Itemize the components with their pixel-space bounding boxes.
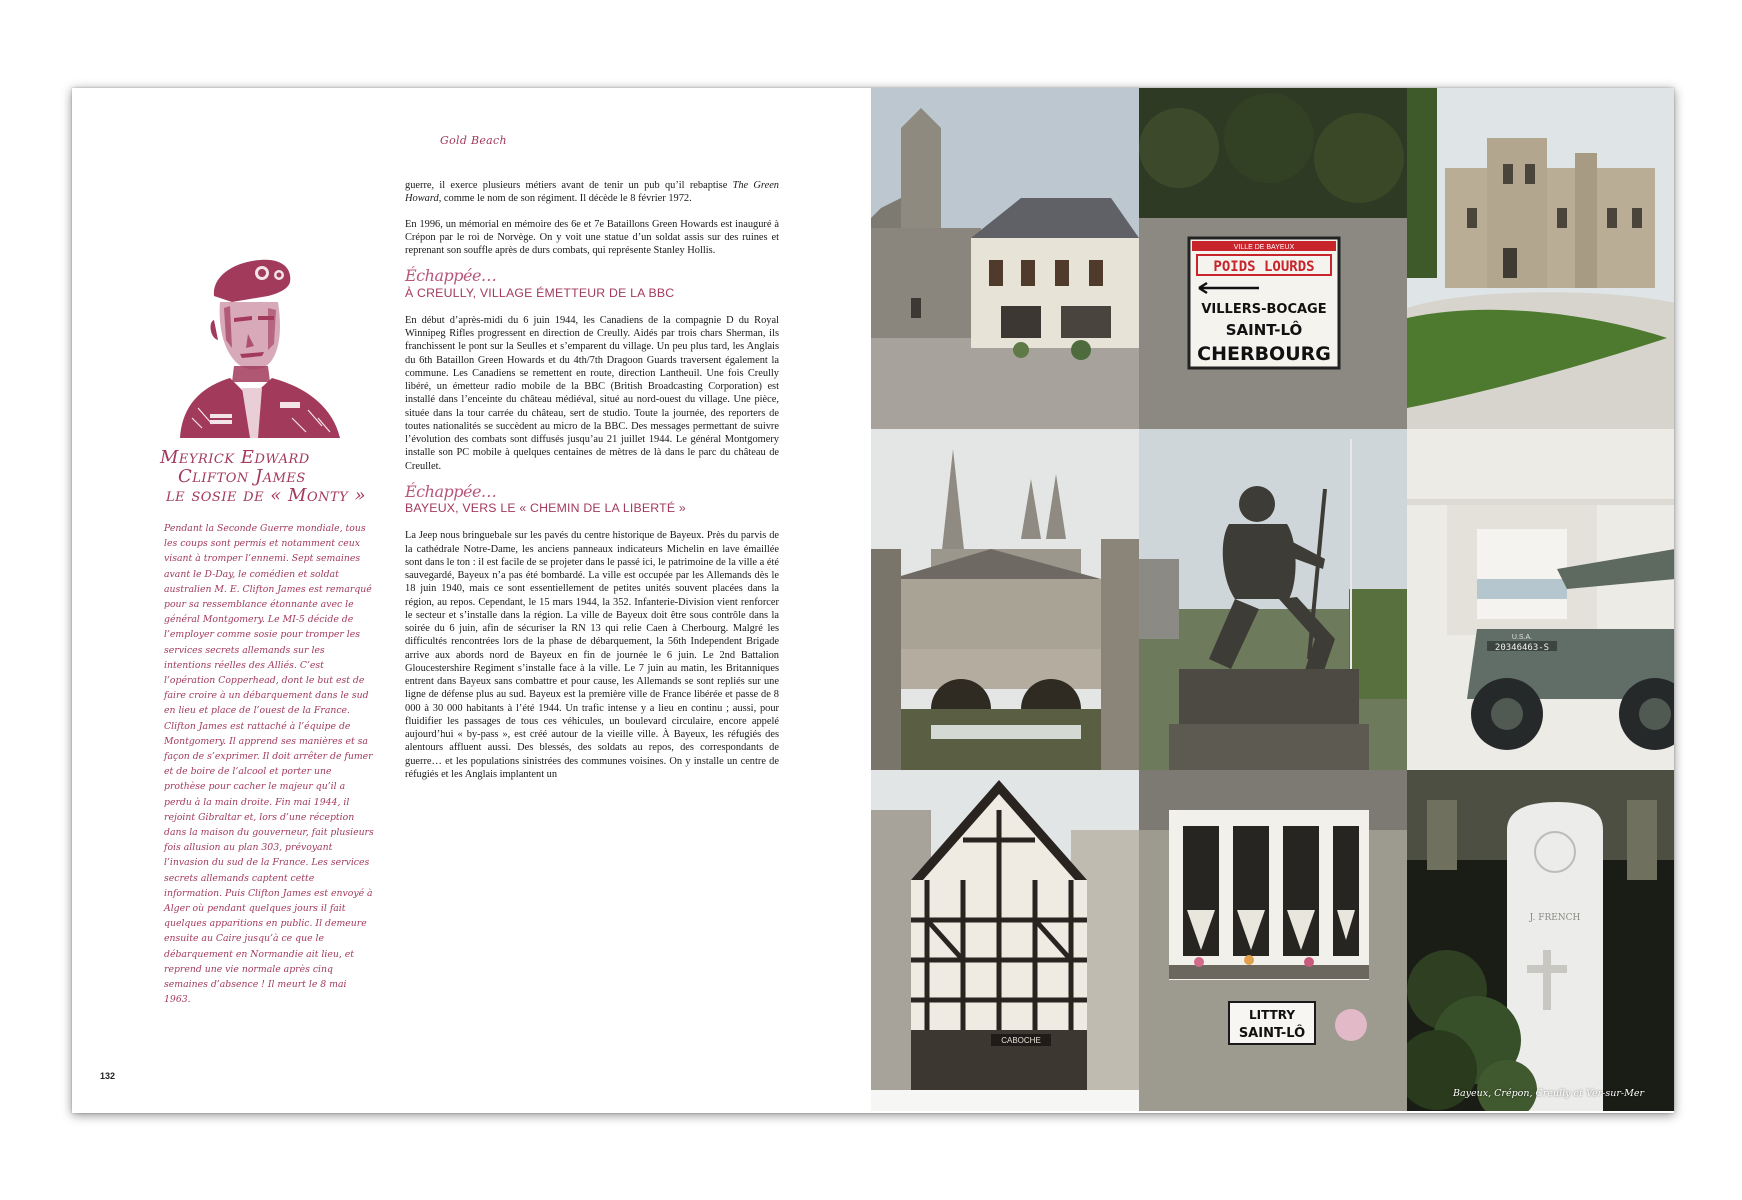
sidebar-title-line-1: Meyrick Edward [160,447,310,468]
photo-gravestone [1407,770,1674,1111]
sign2-line-1: LITTRY [1248,1008,1296,1022]
magazine-spread [72,88,1674,1113]
left-page [72,88,871,1113]
photo-timber-house [871,770,1139,1111]
sign-red-text: POIDS LOURDS [1213,259,1315,275]
section-body-creully: En début d’après-midi du 6 juin 1944, les Canadiens de la compagnie D du Royal Winnipeg Rifles progressent en direction de Creully. Aidés par trois chars Sherman, ils franchissent le pont sur la Seulles et s’emparent du village. Un peu plus tard, les Anglais du 6th Bataillon Green Howards et du 4th/7th Dragoon Guards traversent également la commune. Les Canadiens se remettent en route, direction Lantheuil. Une fois Creully libéré, un émetteur radio mobile de la BBC (British Broadcasting Corporation) est installé dans l’enceinte du château médiéval, situé au nord-ouest du village. Une pièce, située dans la tour carrée du château, sert de studio. Toute la journée, des reporters de toutes nationalités se succèdent au micro de la BBC. Des messages permettant de suivre l’évolution des combats sont diffusés jusqu’au 21 juillet 1944. Le général Montgomery installe son PC mobile à quelques centaines de mètres de là dans le parc du château de Creullet. [405,314,779,472]
jeep-plate: 20346463-S [1494,643,1550,653]
main-column [405,179,779,793]
sign-line-3: CHERBOURG [1197,343,1331,365]
paragraph-2: En 1996, un mémorial en mémoire des 6e et 7e Bataillons Green Howards est inauguré à Crépon par le roi de Norvège. On y voit une statue d’un soldat assis sur des ruines et reprenant son souffle après de durs combats, qui représente Stanley Hollis. [405,218,779,256]
escape-label-2: Échappée… [405,481,497,501]
paragraph-1 [405,179,779,206]
sign2-line-2: SAINT-LÔ [1238,1026,1306,1041]
section-body-bayeux: La Jeep nous bringuebale sur les pavés du centre historique de Bayeux. Près du parvis de la cathédrale Notre-Dame, les anciens panneaux indicateurs Michelin en lave émaillée sont dans le ton : il est facile de se projeter dans le passé ici, le patrimoine de la ville a été sauvegardé, Bayeux n’a pas été bombardé. La ville est occupée par les Allemands dès le 18 juin 1940, mais ce sont essentiellement de petites unités souvent placées dans la région, au repos. Cependant, le 15 mars 1944, la 352. Infanterie-Division vient renforcer le secteur et s’installe dans la région. La ville de Bayeux doit être sous contrôle dans la soirée du 6 juin, afin de sécuriser la RN 13 qui relie Caen à Cherbourg. Malgré les difficultés rencontrées lors de la phase de débarquement, la 56th Independent Brigade arrive aux abords nord de Bayeux en fin de journée le 6 juin. Le 2nd Battalion Gloucestershire Regiment s’installe face à la ville. Le 7 juin au matin, les Britanniques entrent dans Bayeux sans combattre et pour cause, les Allemands se sont repliés sur une ligne de défense plus au sud. Bayeux est la première ville de France libérée et passe de 8 000 à 30 000 habitants à l’été 1944. Un trafic intense y a lieu en continu ; aussi, pour fluidifier les passages de tous ces véhicules, un boulevard circulaire, encore appelé aujourd’hui « by-pass », est créé autour de la vieille ville. À Bayeux, les réfugiés des alentours affluent aussi. Des blessés, des soldats au repos, des correspondants de guerre… et les populations sinistrées des communes voisines. On y installe un centre de réfugiés et les Anglais implantent un [405,530,779,780]
sign-line-2: SAINT-LÔ [1225,321,1303,339]
sign-top-text: VILLE DE BAYEUX [1233,244,1295,251]
paragraph-1-text-a: guerre, il exerce plusieurs métiers avant de tenir un pub qu’il rebaptise [405,180,733,191]
photo-soldier-statue [1139,429,1407,770]
photo-caption: Bayeux, Crépon, Creully et Ver-sur-Mer [1452,1088,1644,1099]
photo-grid [871,88,1674,1113]
sidebar-title-line-3: le sosie de « Monty » [166,485,366,506]
shop-sign: CABOCHE [1001,1036,1041,1045]
photo-jeep [1407,429,1674,770]
escape-label-1: Échappée… [405,266,497,286]
paragraph-1-text-b: , comme le nom de son régiment. Il décède le 8 février 1972. [438,193,692,205]
portrait-illustration [172,248,347,443]
running-head: Gold Beach [440,134,507,147]
photo-church-village [871,88,1139,429]
photo-bayeux-cathedral [871,429,1139,770]
sidebar-title [152,447,366,506]
photo-road-sign [1139,88,1407,429]
sidebar-body: Pendant la Seconde Guerre mondiale, tous les coups sont permis et notamment ceux visant à tromper l’ennemi. Sept semaines avant le D-Day, le comédien et soldat australien M. E. Clifton James est remarqué pour sa ressemblance étonnante avec le général Montgomery. Le MI-5 décide de l’employer comme sosie pour tromper les services secrets allemands sur les intentions réelles des Alliés. C’est l’opération Copperhead, dont le but est de faire croire à un débarquement dans le sud en lieu et place de l’ouest de la France. Clifton James est rattaché à l’équipe de Montgomery. Il apprend ses manières et sa façon de s’exprimer. Il doit arrêter de fumer et de boire de l’alcool et porter une prothèse pour cacher le majeur qu’il a perdu à la main droite. Fin mai 1944, il rejoint Gibraltar et, lors d’une réception dans la maison du gouverneur, fait plusieurs fois allusion au plan 303, prévoyant l’invasion du sud de la France. Les services secrets allemands captent cette information. Puis Clifton James est envoyé à Alger où pendant quelques jours il fait quelques apparitions en public. Il demeure ensuite au Caire jusqu’à ce que le débarquement en Normandie ait lieu, et reprend une vie normale après cinq semaines d’absence ! Il meurt le 8 mai 1963. [164,523,374,1006]
photo-chateau [1407,88,1674,429]
jeep-text: U.S.A. [1511,634,1533,641]
grave-name: J. FRENCH [1529,913,1581,923]
photo-window-sign [1139,770,1407,1111]
page-number: 132 [100,1071,116,1081]
sidebar-title-line-2: Clifton James [178,466,306,487]
section-heading-bayeux: BAYEUX, VERS LE « CHEMIN DE LA LIBERTÉ » [405,501,686,515]
sign-line-1: VILLERS-BOCAGE [1201,302,1327,317]
section-heading-creully: À CREULLY, VILLAGE ÉMETTEUR DE LA BBC [405,285,675,300]
paragraph-1-italic: The Green Howard [405,180,779,205]
